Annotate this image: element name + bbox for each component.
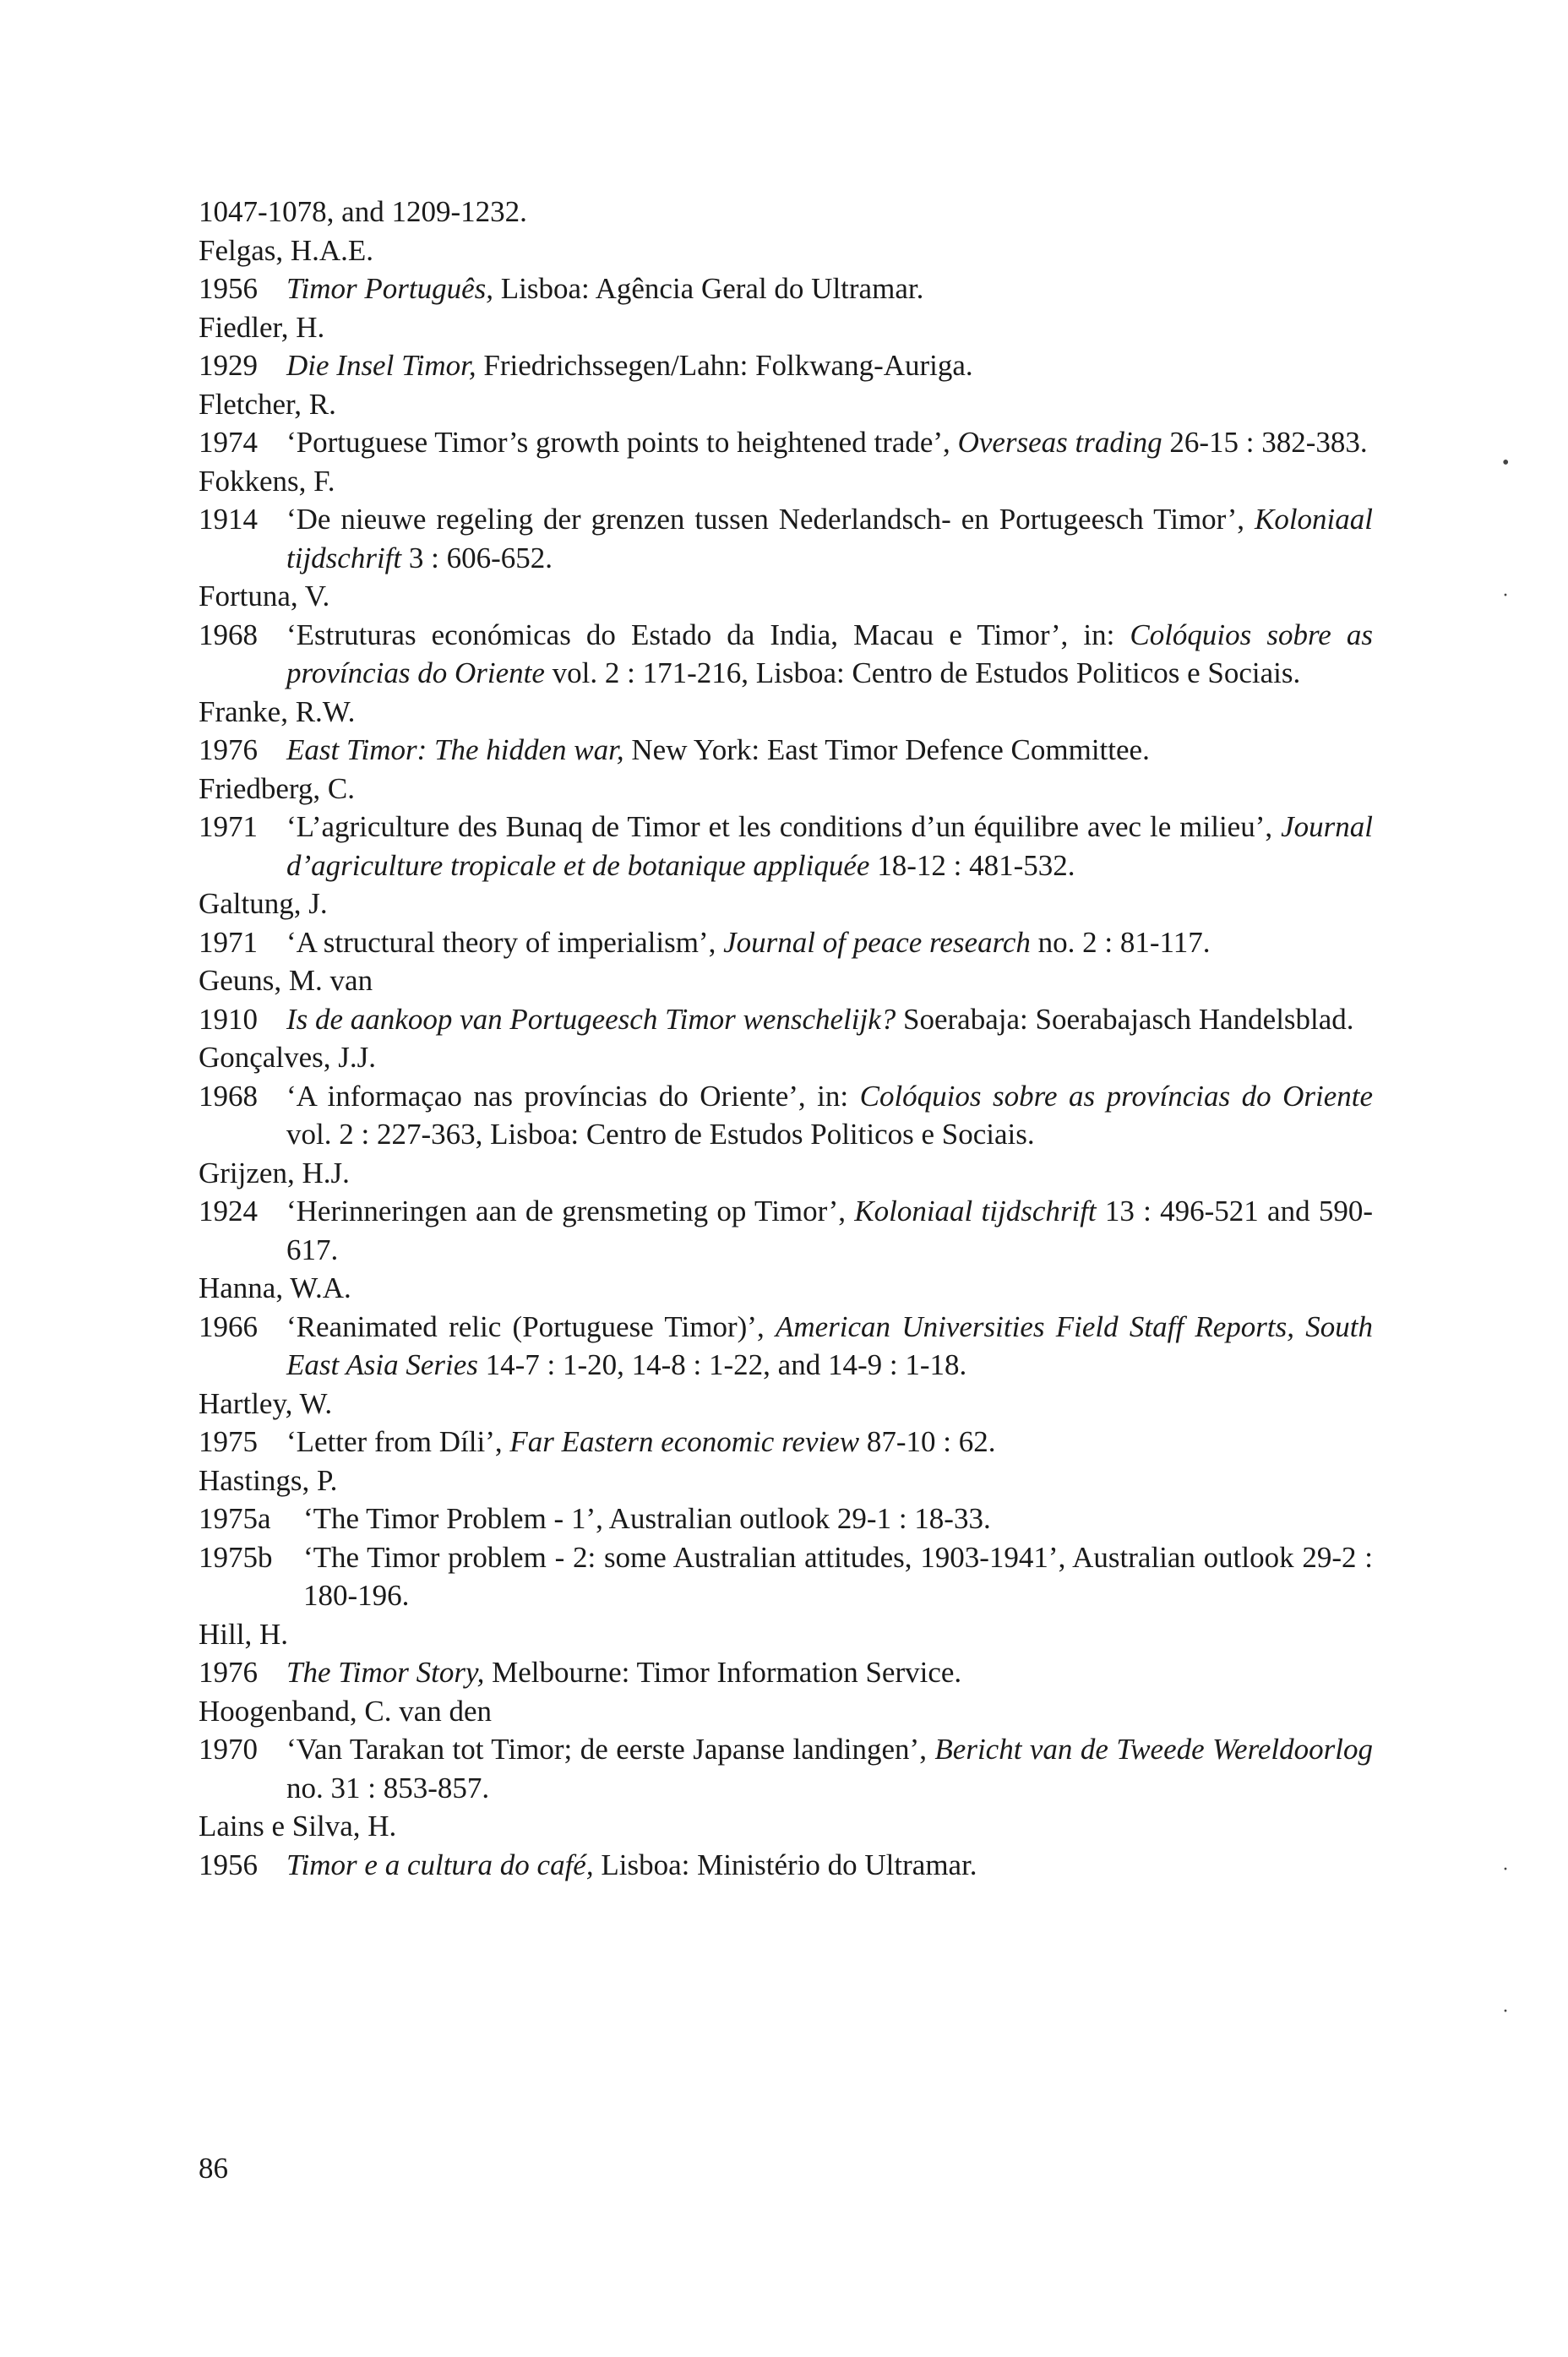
author-geuns: Geuns, M. van <box>199 964 373 997</box>
entry-details: New York: East Timor Defence Committee. <box>623 733 1150 766</box>
entry-details: 87-10 : 62. <box>859 1425 996 1458</box>
continuation-line: 1047-1078, and 1209-1232. <box>199 195 527 228</box>
author-fiedler: Fiedler, H. <box>199 310 325 344</box>
entry-title: Far Eastern economic review <box>509 1425 860 1458</box>
entry-article: ‘Estruturas económicas do Estado da India, Macau e Timor’, in: <box>286 618 1130 651</box>
entry-hoogenband-1970 <box>199 1730 1373 1807</box>
entry-article: ‘A informaçao nas províncias do Oriente’, in: <box>286 1079 860 1113</box>
entry-title: Is de aankoop van Portugeesch Timor wenschelijk? <box>286 1002 896 1036</box>
entry-year: 1975b <box>199 1540 273 1574</box>
entry-details: no. 31 : 853-857. <box>286 1771 490 1804</box>
entry-details: vol. 2 : 171-216, Lisboa: Centro de Estudos Politicos e Sociais. <box>544 656 1301 689</box>
entry-details: ‘The Timor problem - 2: some Australian attitudes, 1903-1941’, Australian outlook 29-2 : 180-196. <box>303 1540 1373 1612</box>
entry-article: ‘Reanimated relic (Portuguese Timor)’, <box>286 1309 776 1343</box>
entry-title: Bericht van de Tweede Wereldoorlog <box>934 1733 1373 1766</box>
entry-fiedler-1929 <box>199 346 1373 385</box>
entry-hanna-1966 <box>199 1308 1373 1385</box>
author-goncalves: Gonçalves, J.J. <box>199 1041 376 1074</box>
entry-details: Melbourne: Timor Information Service. <box>484 1656 962 1689</box>
entry-fletcher-1974 <box>199 423 1373 462</box>
author-fletcher: Fletcher, R. <box>199 387 336 421</box>
entry-felgas-1956 <box>199 269 1373 308</box>
author-fortuna: Fortuna, V. <box>199 580 330 612</box>
author-hanna: Hanna, W.A. <box>199 1271 351 1304</box>
entry-year: 1975 <box>199 1425 258 1458</box>
entry-details: vol. 2 : 227-363, Lisboa: Centro de Estudos Politicos e Sociais. <box>286 1118 1035 1151</box>
author-fokkens: Fokkens, F. <box>199 464 335 498</box>
entry-year: 1966 <box>199 1309 258 1343</box>
author-hartley: Hartley, W. <box>199 1386 333 1420</box>
entry-year: 1914 <box>199 503 258 536</box>
entry-year: 1968 <box>199 1079 258 1113</box>
entry-article: ‘Herinneringen aan de grensmeting op Timor’, <box>286 1195 855 1227</box>
entry-year: 1956 <box>199 1848 258 1881</box>
entry-year: 1924 <box>199 1195 258 1227</box>
author-hoogenband: Hoogenband, C. van den <box>199 1694 493 1728</box>
page-number: 86 <box>199 2152 228 2185</box>
entry-article: ‘Letter from Díli’, <box>286 1425 510 1458</box>
entry-details: 3 : 606-652. <box>401 541 553 574</box>
entry-title: Koloniaal tijdschrift <box>854 1195 1097 1227</box>
entry-title: Overseas trading <box>957 426 1162 459</box>
entry-year: 1968 <box>199 618 258 651</box>
entry-friedberg-1971 <box>199 808 1373 885</box>
author-hill: Hill, H. <box>199 1617 288 1651</box>
entry-hill-1976 <box>199 1653 1373 1692</box>
entry-year: 1976 <box>199 733 258 766</box>
entry-title: Timor Português, <box>286 272 494 305</box>
bibliography <box>199 193 1373 1884</box>
entry-geuns-1910 <box>199 1000 1373 1039</box>
entry-hartley-1975 <box>199 1423 1373 1462</box>
entry-grijzen-1924 <box>199 1192 1373 1269</box>
entry-year: 1929 <box>199 349 258 382</box>
scan-speck: · <box>1502 585 1509 607</box>
entry-details: 26-15 : 382-383. <box>1162 426 1368 459</box>
entry-title: The Timor Story, <box>286 1656 485 1689</box>
entry-year: 1976 <box>199 1656 258 1689</box>
scan-speck: · <box>1502 1859 1509 1881</box>
entry-title: Timor e a cultura do café, <box>286 1848 594 1881</box>
entry-details: Lisboa: Agência Geral do Ultramar. <box>493 272 924 305</box>
entry-title: American Universities Field Staff Reports, South East Asia Series <box>286 1309 1373 1381</box>
entry-year: 1956 <box>199 272 258 305</box>
author-lains-e-silva: Lains e Silva, H. <box>199 1810 397 1843</box>
entry-franke-1976 <box>199 731 1373 770</box>
entry-year: 1974 <box>199 426 258 459</box>
scan-speck: • <box>1502 452 1510 474</box>
entry-year: 1971 <box>199 810 258 843</box>
entry-title: Die Insel Timor, <box>286 349 476 382</box>
entry-article: ‘L’agriculture des Bunaq de Timor et les conditions d’un équilibre avec le milieu’, <box>286 810 1282 843</box>
author-friedberg: Friedberg, C. <box>199 771 356 805</box>
entry-title: Journal d’agriculture tropicale et de botanique appliquée <box>286 810 1373 882</box>
entry-year: 1975a <box>199 1502 271 1535</box>
entry-title: Koloniaal tijdschrift <box>286 503 1373 574</box>
entry-details: Friedrichssegen/Lahn: Folkwang-Auriga. <box>476 349 973 382</box>
entry-details: 18-12 : 481-532. <box>869 848 1075 882</box>
author-franke: Franke, R.W. <box>199 694 356 728</box>
entry-galtung-1971 <box>199 923 1373 962</box>
author-hastings: Hastings, P. <box>199 1463 338 1497</box>
entry-article: ‘Portuguese Timor’s growth points to heightened trade’, <box>286 426 958 459</box>
entry-details: ‘The Timor Problem - 1’, Australian outlook 29-1 : 18-33. <box>303 1502 991 1535</box>
entry-year: 1970 <box>199 1733 258 1766</box>
entry-hastings-1975a <box>199 1500 1373 1538</box>
entry-fortuna-1968 <box>199 616 1373 693</box>
entry-article: ‘A structural theory of imperialism’, <box>286 925 724 959</box>
entry-goncalves-1968 <box>199 1077 1373 1154</box>
entry-details: Soerabaja: Soerabajasch Handelsblad. <box>896 1002 1354 1036</box>
entry-article: ‘Van Tarakan tot Timor; de eerste Japanse landingen’, <box>286 1733 935 1766</box>
author-felgas: Felgas, H.A.E. <box>199 233 374 267</box>
entry-lains-e-silva-1956 <box>199 1846 1373 1885</box>
author-grijzen: Grijzen, H.J. <box>199 1156 350 1189</box>
scan-speck: · <box>1502 2000 1509 2022</box>
entry-year: 1910 <box>199 1002 258 1036</box>
entry-title: Colóquios sobre as províncias do Oriente <box>286 618 1373 689</box>
entry-details: no. 2 : 81-117. <box>1030 925 1211 959</box>
entry-year: 1971 <box>199 925 258 959</box>
entry-hastings-1975b <box>199 1538 1373 1615</box>
author-galtung: Galtung, J. <box>199 887 328 920</box>
entry-details: 14-7 : 1-20, 14-8 : 1-22, and 14-9 : 1-18. <box>477 1348 967 1381</box>
entry-title: East Timor: The hidden war, <box>286 733 624 766</box>
entry-details: Lisboa: Ministério do Ultramar. <box>593 1848 977 1881</box>
entry-title: Journal of peace research <box>723 925 1031 959</box>
entry-details: 13 : 496-521 and 590-617. <box>286 1195 1373 1266</box>
entry-article: ‘De nieuwe regeling der grenzen tussen Nederlandsch- en Portugeesch Timor’, <box>286 503 1255 536</box>
entry-fokkens-1914 <box>199 500 1373 577</box>
entry-title: Colóquios sobre as províncias do Oriente <box>859 1079 1373 1113</box>
